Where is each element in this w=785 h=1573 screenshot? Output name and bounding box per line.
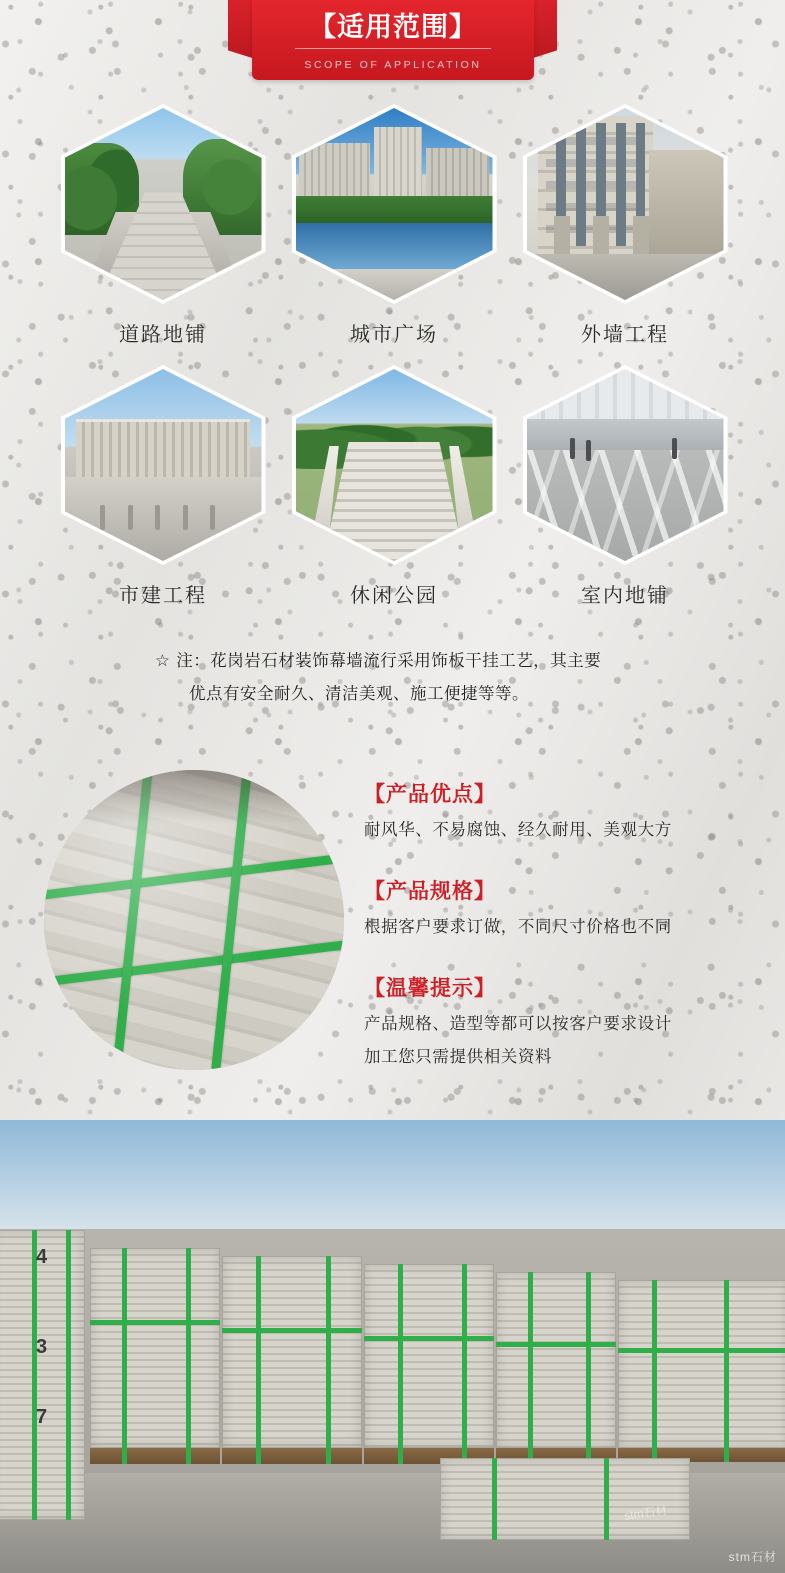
green-strap (66, 1230, 71, 1520)
hexagon-frame (523, 104, 728, 304)
application-caption: 城市广场 (350, 324, 438, 346)
banner-subtitle: SCOPE OF APPLICATION (304, 59, 482, 71)
product-section-body (364, 816, 764, 845)
stack-mark: 4 (36, 1246, 48, 1268)
product-section-line: 产品规格、造型等都可以按客户要求设计 (364, 1014, 672, 1033)
product-section-body (364, 1010, 764, 1072)
photo-highlight (44, 770, 344, 1070)
stack-mark: 7 (36, 1406, 48, 1428)
application-caption: 休闲公园 (350, 585, 438, 607)
green-strap (122, 1248, 127, 1464)
product-section-specs (364, 875, 764, 942)
green-strap (618, 1348, 785, 1353)
stone-stack (364, 1264, 494, 1448)
product-section-line: 根据客户要求订做，不同尺寸价格也不同 (364, 917, 672, 936)
green-strap (222, 1328, 362, 1333)
green-strap (32, 1230, 37, 1520)
note-text-2: 优点有安全耐久、清洁美观、施工便捷等等。 (189, 685, 529, 703)
leisure-park-illustration (296, 369, 493, 561)
hexagon-photo (65, 369, 262, 561)
section-header-banner (0, 0, 785, 86)
photo-sky (0, 1120, 785, 1229)
watermark-secondary: stm石材 (622, 1503, 668, 1523)
product-circle-photo (44, 770, 344, 1070)
stack-mark: 3 (36, 1336, 48, 1358)
note-block (155, 645, 635, 711)
application-caption: 市建工程 (119, 585, 207, 607)
wood-pallet (90, 1448, 220, 1464)
product-section-heading: 【产品规格】 (364, 879, 496, 903)
municipal-project-illustration (65, 369, 262, 561)
hexagon-photo (65, 108, 262, 300)
warehouse-photo (0, 1120, 785, 1573)
product-section-line: 耐风华、不易腐蚀、经久耐用、美观大方 (364, 821, 672, 839)
green-strap (528, 1272, 533, 1462)
green-strap (496, 1342, 616, 1347)
banner-plate (252, 0, 534, 80)
hexagon-frame (292, 104, 497, 304)
green-strap (586, 1272, 591, 1462)
application-caption: 室内地铺 (581, 585, 669, 607)
application-item-city-plaza (285, 104, 503, 347)
city-plaza-illustration (296, 108, 493, 300)
application-caption: 外墙工程 (581, 324, 669, 346)
application-row-2 (54, 365, 734, 608)
product-text-block (364, 778, 764, 1102)
green-strap (492, 1458, 497, 1540)
green-strap (604, 1458, 609, 1540)
road-paving-illustration (65, 108, 262, 300)
application-item-road-paving (54, 104, 272, 347)
green-strap (462, 1264, 467, 1464)
hexagon-photo (296, 369, 493, 561)
application-grid (54, 104, 734, 608)
facade-project-illustration (527, 108, 724, 300)
hexagon-photo (527, 108, 724, 300)
application-caption: 道路地铺 (119, 324, 207, 346)
product-section-heading: 【温馨提示】 (364, 976, 496, 1000)
star-icon: ☆ (155, 652, 171, 670)
indoor-paving-illustration (527, 369, 724, 561)
banner-title: 【适用范围】 (309, 12, 477, 42)
application-item-indoor-paving (516, 365, 734, 608)
stone-stack (618, 1280, 785, 1448)
stone-stack-front (440, 1458, 690, 1540)
green-strap (256, 1256, 261, 1464)
stone-stack (496, 1272, 616, 1448)
product-section-line: 加工您只需提供相关资料 (364, 1047, 553, 1066)
green-strap (90, 1320, 220, 1325)
application-item-municipal-project (54, 365, 272, 608)
stone-stack (222, 1256, 362, 1448)
hexagon-frame (61, 104, 266, 304)
note-line-1 (155, 645, 635, 678)
hexagon-frame (523, 365, 728, 565)
stone-stack (0, 1230, 85, 1520)
green-strap (724, 1280, 729, 1462)
note-text-1: 注：花岗岩石材装饰幕墙流行采用饰板干挂工艺，其主要 (176, 652, 602, 670)
hexagon-photo (527, 369, 724, 561)
product-section-advantages (364, 778, 764, 845)
application-item-facade-project (516, 104, 734, 347)
product-section-heading: 【产品优点】 (364, 783, 496, 806)
product-section-body (364, 913, 764, 942)
green-strap (326, 1256, 331, 1464)
product-section-tips (364, 972, 764, 1072)
green-strap (186, 1248, 191, 1464)
watermark: stm石材 (728, 1550, 777, 1564)
green-strap (364, 1336, 494, 1341)
application-row-1 (54, 104, 734, 347)
hexagon-frame (61, 365, 266, 565)
stone-stack (90, 1248, 220, 1448)
wood-pallet (222, 1448, 362, 1464)
green-strap (652, 1280, 657, 1462)
green-strap (398, 1264, 403, 1464)
application-item-leisure-park (285, 365, 503, 608)
hexagon-photo (296, 108, 493, 300)
hexagon-frame (292, 365, 497, 565)
